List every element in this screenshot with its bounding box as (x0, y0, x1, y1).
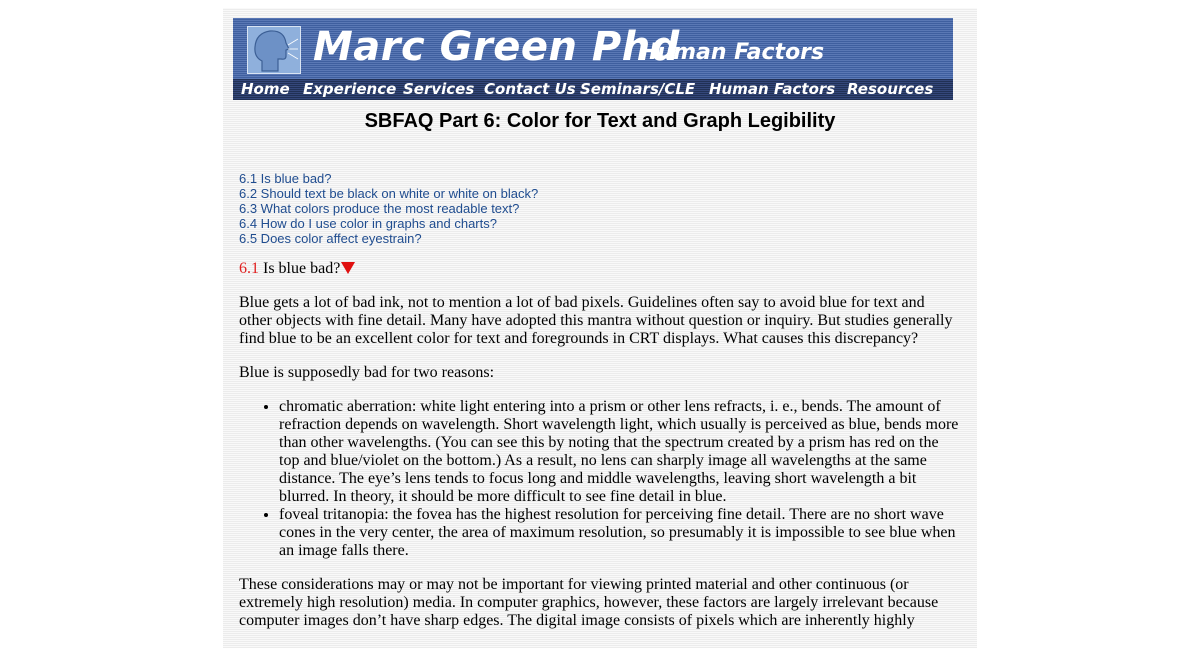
nav-human-factors[interactable]: Human Factors (709, 80, 836, 98)
table-of-contents (239, 171, 538, 246)
paragraph: Blue gets a lot of bad ink, not to mention a lot of bad pixels. Guidelines often say to avoid blue for text and other objects with fine detail. Many have adopted this mantra without question or inquiry. But studies generally find blue to be an excellent color for text and foregrounds in CRT displays. What causes this discrepancy? (239, 294, 953, 347)
head-profile-icon[interactable] (247, 26, 301, 74)
toc-link-6-4[interactable]: 6.4 How do I use color in graphs and charts? (239, 216, 497, 231)
nav-home[interactable]: Home (241, 80, 290, 98)
page-container (223, 8, 977, 648)
paragraph: These considerations may or may not be important for viewing printed material and other continuous (or extremely high resolution) media. In computer graphics, however, these factors are largely irrelevant because computer images don’t have sharp edges. The digital image consists of pixels which are inherently highly (239, 576, 939, 629)
red-down-arrow-icon[interactable] (341, 262, 355, 274)
paragraph: Blue is supposedly bad for two reasons: (239, 364, 495, 381)
nav-contact-us[interactable]: Contact Us (484, 80, 576, 98)
nav-resources[interactable]: Resources (847, 80, 934, 98)
list-item: • chromatic aberration: white light entering into a prism or other lens refracts, i. e., bends. The amount of refraction depends on wavelength. Short wavelength light, which usually is perceived as blue, bends more than other wavelengths. (You can see this by noting that the spectrum created by a prism has red on the top and blue/violet on the bottom.) As a result, no lens can sharply image all wavelengths at the same distance. The eye’s lens tends to focus long and middle wavelengths, leaving short wavelength a bit blurred. In theory, it should be more difficult to see fine detail in blue. (279, 398, 961, 506)
site-subtitle: Human Factors (639, 40, 825, 65)
site-name: Marc Green Phd (313, 24, 680, 70)
section-heading (239, 260, 961, 278)
nav-bar (233, 79, 953, 100)
nav-services[interactable]: Services (403, 80, 475, 98)
nav-experience[interactable]: Experience (303, 80, 397, 98)
toc-link-6-1[interactable]: 6.1 Is blue bad? (239, 171, 332, 186)
page-title: SBFAQ Part 6: Color for Text and Graph Legibility (364, 110, 836, 132)
site-banner (233, 18, 953, 100)
nav-seminars-cle[interactable]: Seminars/CLE (580, 80, 696, 98)
toc-link-6-2[interactable]: 6.2 Should text be black on white or white on black? (239, 186, 539, 201)
toc-link-6-3[interactable]: 6.3 What colors produce the most readable text? (239, 201, 520, 216)
list-item: • foveal tritanopia: the fovea has the highest resolution for perceiving fine detail. There are no short wave cones in the very center, the area of maximum resolution, so presumably it is impossible to see blue when an image falls there. (279, 506, 961, 560)
toc-link-6-5[interactable]: 6.5 Does color affect eyestrain? (239, 231, 422, 246)
reasons-list (239, 398, 961, 560)
section-number: 6.1 (239, 260, 259, 277)
article-body (239, 260, 961, 646)
section-title: Is blue bad? (263, 260, 341, 277)
